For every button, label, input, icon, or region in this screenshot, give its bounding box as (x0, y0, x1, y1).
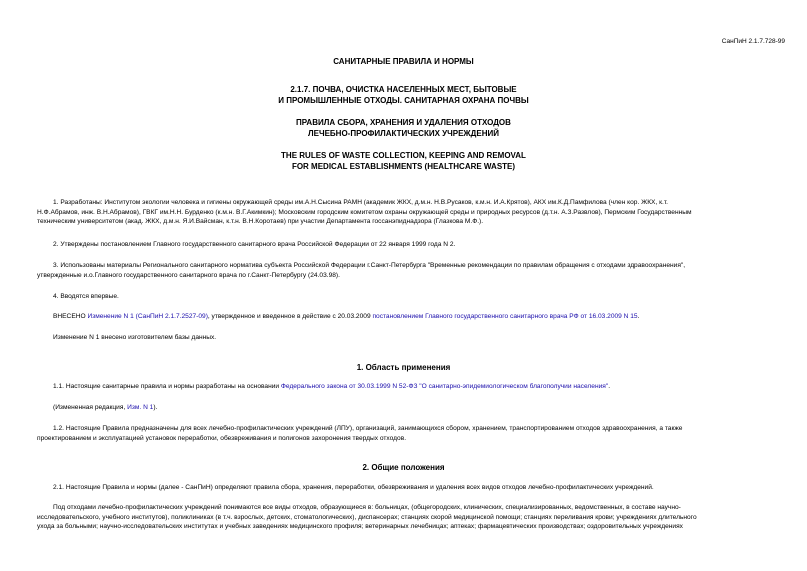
text-line: проектированием и эксплуатацией установок переработки, обезвреживания и полигонов захоронения твердых отходов. (37, 434, 407, 442)
text-fragment: 1.1. Настоящие санитарные правила и нормы разработаны на основании (53, 383, 281, 390)
text-line (37, 403, 770, 413)
text-fragment: (Измененная редакция, (53, 404, 128, 411)
paragraph-materials (37, 261, 770, 280)
amendment-prefix: ВНЕСЕНО (53, 313, 88, 320)
paragraph-amendment-note (37, 333, 770, 343)
text-fragment: ). (153, 404, 158, 411)
paragraph-introduced (37, 292, 770, 302)
resolution-link[interactable]: постановлением Главного государственного санитарного врача РФ от 16.03.2009 N 15 (372, 313, 638, 320)
english-title-line2: FOR MEDICAL ESTABLISHMENTS (HEALTHCARE WASTE) (291, 162, 516, 171)
text-line: исследовательского, учебного институтов), поликлиниках (в т.ч. взрослых, детских, стоматологических), диспансерах; станциях скорой медицинской помощи; станциях переливания крови; учреждениях длительного (37, 513, 697, 521)
text-line: 4. Вводятся впервые. (53, 293, 119, 300)
text-line: Под отходами лечебно-профилактических учреждений понимаются все виды отходов, образующиеся в: больницах, (общегородских, клинических, специализированных, ведомственных, в составе научно- (53, 504, 681, 511)
paragraph-waste-definition (37, 503, 770, 532)
change-1-link[interactable]: Изм. N 1 (127, 404, 154, 411)
text-line: 3. Использованы материалы Регионального санитарного норматива субъекта Российской Федерации г.Санкт-Петербурга "Временные рекомендации по правилам обращения с отходами здравоохранения", (53, 262, 686, 269)
section-heading-line2: И ПРОМЫШЛЕННЫЕ ОТХОДЫ. САНИТАРНАЯ ОХРАНА ПОЧВЫ (278, 96, 529, 105)
paragraph-amendment (37, 312, 770, 322)
paragraph-revised-note (37, 403, 770, 413)
amendment-suffix: . (637, 313, 640, 320)
text-line: Н.Ф.Абрамов, инж. В.Н.Абрамов), ГВКГ им.Н.Н. Бурденко (к.м.н. В.Г.Акимкин); Московским городским комитетом охраны окружающей среды и природных ресурсов (д.т.н. А.З.Развлов), Пермским Государственным (37, 208, 692, 216)
text-line: 1. Разработаны: Институтом экологии человека и гигиены окружающей среды им.А.Н.Сысина РАМН (академик ЖКХ, д.м.н. Н.В.Русаков, к.м.н. И.А.Крятов), АКХ им.К.Д.Памфилова (член кор. ЖКХ, к.т. (53, 199, 668, 206)
paragraph-1-2 (37, 424, 770, 443)
document-number: СанПиН 2.1.7.728-99 (721, 38, 785, 45)
text-line (37, 382, 770, 392)
text-line: техническим университетом (акад. ЖКХ, д.м.н. Я.И.Вайсман, к.т.н. В.Н.Коротаев) при участии Департамента госсанэпиднадзора (Глазкова М.Ф.). (37, 218, 484, 226)
rules-heading-line1: ПРАВИЛА СБОРА, ХРАНЕНИЯ И УДАЛЕНИЯ ОТХОДОВ (296, 118, 511, 127)
text-line: 1.2. Настоящие Правила предназначены для всех лечебно-профилактических учреждений (ЛПУ), организаций, занимающихся сбором, хранением, транспортированием отходов здравоохранения, а также (53, 425, 683, 432)
section-1-heading: 1. Область применения (356, 363, 451, 372)
paragraph-developers (37, 198, 770, 227)
text-line: 2.1. Настоящие Правила и нормы (далее - СанПиН) определяют правила сбора, хранения, переработки, обезвреживания и удаления всех видов отходов лечебно-профилактических учреждений. (53, 484, 654, 491)
paragraph-approved (37, 240, 770, 250)
document-title: САНИТАРНЫЕ ПРАВИЛА И НОРМЫ (333, 57, 474, 66)
text-line: Изменение N 1 внесено изготовителем базы данных. (53, 334, 217, 341)
text-line: утвержденные и.о.Главного государственного санитарного врача по г.Санкт-Петербургу (24.03.98). (37, 271, 340, 279)
amendment-middle: , утвержденное и введенное в действие с 20.03.2009 (207, 313, 373, 320)
section-2-heading: 2. Общие положения (362, 463, 445, 472)
text-line (37, 312, 770, 322)
rules-heading-line2: ЛЕЧЕБНО-ПРОФИЛАКТИЧЕСКИХ УЧРЕЖДЕНИЙ (308, 129, 499, 138)
section-heading-line1: 2.1.7. ПОЧВА, ОЧИСТКА НАСЕЛЕННЫХ МЕСТ, БЫТОВЫЕ (290, 85, 517, 94)
paragraph-1-1 (37, 382, 770, 392)
paragraph-2-1 (37, 483, 770, 493)
amendment-link[interactable]: Изменение N 1 (СанПиН 2.1.7.2527-09) (87, 313, 208, 320)
federal-law-link[interactable]: Федерального закона от 30.03.1999 N 52-ФЗ "О санитарно-эпидемиологическом благополучии населения" (280, 383, 609, 390)
text-fragment: . (608, 383, 611, 390)
english-title-line1: THE RULES OF WASTE COLLECTION, KEEPING AND REMOVAL (281, 151, 526, 160)
text-line: ухода за больными; научно-исследовательских институтах и учебных заведениях медицинского профиля; ветеринарных лечебницах; аптеках; фармацевтических производствах; оздоровительных учреждениях (37, 523, 683, 531)
text-line: 2. Утверждены постановлением Главного государственного санитарного врача Российской Федерации от 22 января 1999 года N 2. (53, 241, 456, 248)
